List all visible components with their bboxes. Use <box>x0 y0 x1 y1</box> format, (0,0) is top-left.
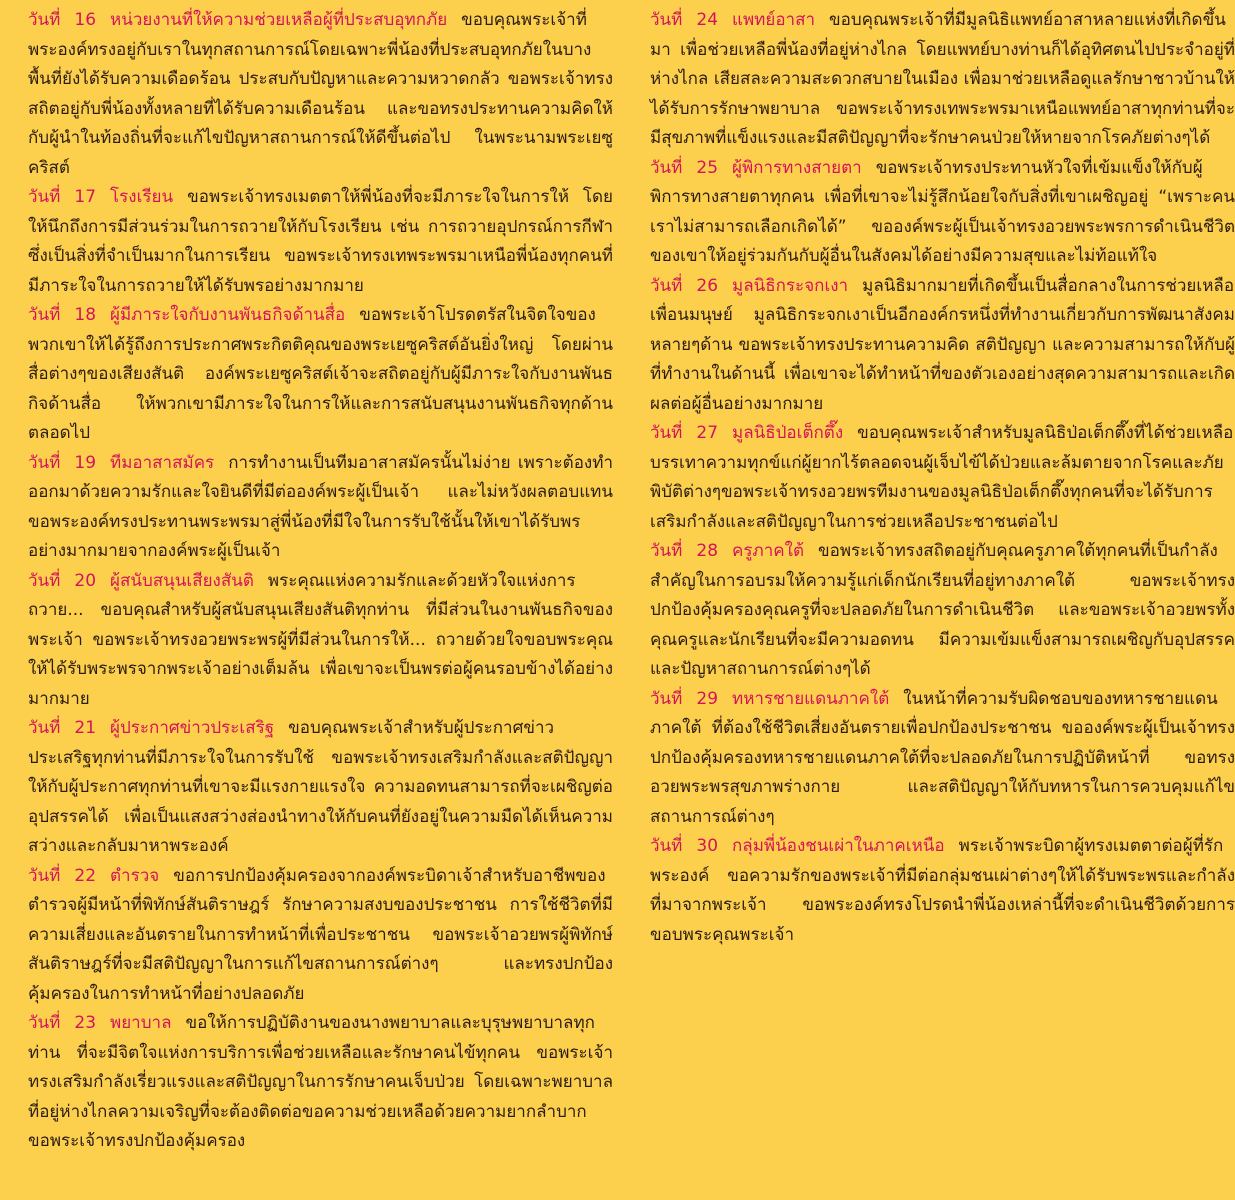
left-column <box>28 6 613 1157</box>
right-column <box>650 6 1235 950</box>
prayer-entry-day-16 <box>28 6 613 183</box>
day-label: วันที่ <box>650 423 683 443</box>
entry-heading <box>28 453 228 473</box>
day-number: 17 <box>74 187 97 207</box>
entry-heading <box>650 836 959 856</box>
entry-heading <box>650 158 876 178</box>
day-label: วันที่ <box>28 570 61 591</box>
entry-heading <box>28 305 359 325</box>
entry-heading <box>650 276 862 296</box>
entry-heading <box>28 1013 185 1033</box>
entry-text: ขอให้การปฏิบัติงานของนางพยาบาลและบุรุษพยาบาลทุกท่าน ที่จะมีจิตใจแห่งการบริการเพื่อช่วยเหลือและรักษาคนไข้ทุกคน ขอพระเจ้าทรงเสริมกำลังเรี่ยวแรงและสติปัญญาในการรักษาคนเจ็บป่วย โดยเฉพาะพยาบาลที่อยู่ห่างไกลความเจริญที่จะต้องติดต่อขอความช่วยเหลือด้วยความยากลำบาก ขอพระเจ้าทรงปกป้องคุ้มครอง <box>28 1013 613 1151</box>
prayer-entry-day-20 <box>28 567 613 715</box>
entry-topic: ทหารชายแดนภาคใต้ <box>732 688 890 709</box>
entry-heading <box>28 571 268 591</box>
entry-text: ขอพระเจ้าโปรดตรัสในจิตใจของพวกเขาให้ได้รู้ถึงการประกาศพระกิตติคุณของพระเยซูคริสต์อันยิ่งใหญ่ โดยผ่านสื่อต่างๆของเสียงสันติ องค์พระเยซูคริสต์เจ้าจะสถิตอยู่กับผู้มีภาระใจกับงานพันธกิจด้านสื่อ ให้พวกเขามีภาระใจในการให้และการสนับสนุนงานพันธกิจทุกด้านตลอดไป <box>28 305 613 443</box>
day-number: 29 <box>696 688 719 709</box>
entry-heading <box>650 423 857 443</box>
entry-text: ขอการปกป้องคุ้มครองจากองค์พระบิดาเจ้าสำหรับอาชีพของตำรวจผู้มีหน้าที่พิทักษ์สันติราษฎร์ รักษาความสงบของประชาชน การใช้ชีวิตที่มีความเสี่ยงและอันตรายในการทำหน้าที่เพื่อประชาชน ขอพระเจ้าอวยพรผู้พิทักษ์สันติราษฎร์ที่จะมีสติปัญญาในการแก้ไขสถานการณ์ต่างๆ และทรงปกป้องคุ้มครองในการทำหน้าที่อย่างปลอดภัย <box>28 865 613 1004</box>
prayer-entry-day-24 <box>650 6 1235 154</box>
entry-topic: กลุ่มพี่น้องชนเผ่าในภาคเหนือ <box>732 836 945 856</box>
entry-heading <box>28 187 187 207</box>
entry-topic: โรงเรียน <box>110 187 174 207</box>
day-number: 24 <box>696 10 719 30</box>
day-number: 30 <box>696 836 719 856</box>
day-label: วันที่ <box>28 10 61 30</box>
entry-topic: พยาบาล <box>110 1013 172 1033</box>
entry-heading <box>650 541 818 561</box>
day-number: 27 <box>696 423 719 443</box>
entry-heading <box>650 689 903 709</box>
day-number: 16 <box>74 10 97 30</box>
entry-topic: ผู้ประกาศข่าวประเสริฐ <box>110 718 275 738</box>
entry-heading <box>650 10 829 30</box>
entry-heading <box>28 718 288 738</box>
entry-heading <box>28 866 173 886</box>
entry-topic: หน่วยงานที่ให้ความช่วยเหลือผู้ที่ประสบอุทกภัย <box>110 10 448 30</box>
day-number: 22 <box>74 865 97 886</box>
prayer-entry-day-27 <box>650 419 1235 537</box>
day-number: 21 <box>74 718 97 738</box>
day-label: วันที่ <box>650 688 683 709</box>
prayer-entry-day-22 <box>28 862 613 1010</box>
entry-text: ขอบคุณพระเจ้าสำหรับมูลนิธิป่อเต็กตึ๊งที่ได้ช่วยเหลือบรรเทาความทุกข์แก่ผู้ยากไร้ตลอดจนผู้เจ็บไข้ได้ป่วยและล้มตายจากโรคและภัยพิบัติต่างๆขอพระเจ้าทรงอวยพรทีมงานของมูลนิธิป่อเต็กตึ๊งทุกคนที่จะได้รับการเสริมกำลังและสติปัญญาในการช่วยเหลือประชาชนต่อไป <box>650 423 1234 532</box>
day-label: วันที่ <box>28 452 61 473</box>
entry-text: ขอบคุณพระเจ้าที่พระองค์ทรงอยู่กับเราในทุกสถานการณ์โดยเฉพาะพี่น้องที่ประสบอุทกภัยในบางพื้นที่ยังได้รับความเดือดร้อน ประสบกับปัญหาและความหวาดกลัว ขอพระเจ้าทรงสถิตอยู่กับพี่น้องทั้งหลายที่ได้รับความเดือนร้อน และขอทรงประทานความคิดให้กับผู้นำในท้องถิ่นที่จะแก้ไขปัญหาสถานการณ์ให้ดีขึ้นต่อไป ในพระนามพระเยซูคริสต์ <box>28 10 613 178</box>
prayer-entry-day-25 <box>650 154 1235 272</box>
entry-topic: ผู้พิการทางสายตา <box>732 157 862 178</box>
entry-topic: ผู้สนับสนุนเสียงสันติ <box>110 570 254 591</box>
day-number: 23 <box>74 1013 97 1033</box>
day-label: วันที่ <box>28 865 61 886</box>
day-number: 18 <box>74 305 97 325</box>
prayer-entry-day-18 <box>28 301 613 449</box>
entry-text: ขอพระเจ้าทรงสถิตอยู่กับคุณครูภาคใต้ทุกคนที่เป็นกำลังสำคัญในการอบรมให้ความรู้แก่เด็กนักเรียนที่อยู่ทางภาคใต้ ขอพระเจ้าทรงปกป้องคุ้มครองคุณครูที่จะปลอดภัยในการดำเนินชีวิต และขอพระเจ้าอวยพรทั้งคุณครูและนักเรียนที่จะมีความอดทน มีความเข้มแข็งสามารถเผชิญกับอุปสรรคและปัญหาสถานการณ์ต่างๆได้ <box>650 541 1235 679</box>
prayer-entry-day-21 <box>28 714 613 862</box>
prayer-entry-day-23 <box>28 1009 613 1157</box>
prayer-entry-day-28 <box>650 537 1235 685</box>
entry-heading <box>28 10 461 30</box>
entry-text: ขอพระเจ้าทรงประทานหัวใจที่เข้มแข็งให้กับผู้พิการทางสายตาทุกคน เพื่อที่เขาจะไม่รู้สึกน้อยใจกับสิ่งที่เขาเผชิญอยู่ “เพราะคนเราไม่สามารถเลือกเกิดได้” ขอองค์พระผู้เป็นเจ้าทรงอวยพระพรการดำเนินชีวิตของเขาให้อยู่ร่วมกันกับผู้อื่นในสังคมได้อย่างมีความสุขและไม่ท้อแท้ใจ <box>650 157 1235 266</box>
entry-topic: มูลนิธิกระจกเงา <box>732 275 849 296</box>
day-label: วันที่ <box>650 10 683 30</box>
day-label: วันที่ <box>28 305 61 325</box>
entry-topic: มูลนิธิป่อเต็กตึ๊ง <box>732 423 844 443</box>
entry-text: พระเจ้าพระบิดาผู้ทรงเมตตาต่อผู้ที่รักพระองค์ ขอความรักของพระเจ้าที่มีต่อกลุ่มชนเผ่าต่างๆให้ได้รับพระพรและกำลังที่มาจากพระเจ้า ขอพระองค์ทรงโปรดนำพี่น้องเหล่านี้ที่จะดำเนินชีวิตด้วยการขอบพระคุณพระเจ้า <box>650 836 1235 945</box>
day-label: วันที่ <box>650 836 683 856</box>
entry-text: ในหน้าที่ความรับผิดชอบของทหารชายแดนภาคใต้ ที่ต้องใช้ชีวิตเสี่ยงอันตรายเพื่อปกป้องประชาชน ขอองค์พระผู้เป็นเจ้าทรงปกป้องคุ้มครองทหารชายแดนภาคใต้ที่จะปลอดภัยในการปฏิบัติหน้าที่ ขอทรงอวยพระพรสุขภาพร่างกาย และสติปัญญาให้กับทหารในการควบคุมแก้ไขสถานการณ์ต่างๆ <box>650 688 1235 827</box>
day-label: วันที่ <box>28 187 61 207</box>
entry-text: การทำงานเป็นทีมอาสาสมัครนั้นไม่ง่าย เพราะต้องทำออกมาด้วยความรักและใจยินดีที่มีต่อองค์พระผู้เป็นเจ้า และไม่หวังผลตอบแทน ขอพระองค์ทรงประทานพระพรมาสู่พี่น้องที่มีใจในการรับใช้นั้นให้เขาได้รับพรอย่างมากมายจากองค์พระผู้เป็นเจ้า <box>28 452 613 561</box>
day-label: วันที่ <box>28 1013 61 1033</box>
prayer-entry-day-17 <box>28 183 613 301</box>
entry-text: ขอพระเจ้าทรงเมตตาให้พี่น้องที่จะมีภาระใจในการให้ โดยให้นึกถึงการมีส่วนร่วมในการถวายให้กับโรงเรียน เช่น การถวายอุปกรณ์การกีฬา ซึ่งเป็นสิ่งที่จำเป็นมากในการเรียน ขอพระเจ้าทรงเทพระพรมาเหนือพี่น้องทุกคนที่มีภาระใจในการถวายให้ได้รับพรอย่างมากมาย <box>28 187 613 296</box>
prayer-entry-day-29 <box>650 685 1235 833</box>
day-number: 28 <box>696 541 719 561</box>
day-number: 20 <box>74 570 97 591</box>
entry-text: พระคุณแห่งความรักและด้วยหัวใจแห่งการถวาย... ขอบคุณสำหรับผู้สนับสนุนเสียงสันติทุกท่าน ที่มีส่วนในงานพันธกิจของพระเจ้า ขอพระเจ้าทรงอวยพระพรผู้ที่มีส่วนในการให้... ถวายด้วยใจขอบพระคุณ ให้ได้รับพระพรจากพระเจ้าอย่างเต็มล้น เพื่อเขาจะเป็นพรต่อผู้คนรอบข้างได้อย่างมากมาย <box>28 570 613 709</box>
prayer-entry-day-26 <box>650 272 1235 420</box>
day-label: วันที่ <box>28 718 61 738</box>
day-label: วันที่ <box>650 157 683 178</box>
day-number: 25 <box>696 157 719 178</box>
day-number: 19 <box>74 452 97 473</box>
prayer-entry-day-30 <box>650 832 1235 950</box>
prayer-entry-day-19 <box>28 449 613 567</box>
entry-text: ขอบคุณพระเจ้าสำหรับผู้ประกาศข่าวประเสริฐทุกท่านที่มีภาระใจในการรับใช้ ขอพระเจ้าทรงเสริมกำลังและสติปัญญาให้กับผู้ประกาศทุกท่านที่เขาจะมีแรงกายแรงใจ ความอดทนสามารถที่จะเผชิญต่ออุปสรรคได้ เพื่อเป็นแสงสว่างส่องนำทางให้กับคนที่ยังอยู่ในความมืดได้เห็นความสว่างและกลับมาหาพระองค์ <box>28 718 613 856</box>
entry-topic: ครูภาคใต้ <box>732 541 804 561</box>
day-label: วันที่ <box>650 275 683 296</box>
entry-topic: แพทย์อาสา <box>732 10 816 30</box>
entry-topic: ผู้มีภาระใจกับงานพันธกิจด้านสื่อ <box>110 305 346 325</box>
entry-topic: ตำรวจ <box>110 865 160 886</box>
entry-text: ขอบคุณพระเจ้าที่มีมูลนิธิแพทย์อาสาหลายแห่งที่เกิดขึ้นมา เพื่อช่วยเหลือพี่น้องที่อยู่ห่างไกล โดยแพทย์บางท่านก็ได้อุทิศตนไปประจำอยู่ที่ห่างไกล เสียสละความสะดวกสบายในเมือง เพื่อมาช่วยเหลือดูแลรักษาชาวบ้านให้ได้รับการรักษาพยาบาล ขอพระเจ้าทรงเทพระพรมาเหนือแพทย์อาสาทุกท่านที่จะมีสุขภาพที่แข็งแรงและมีสติปัญญาที่จะรักษาคนป่วยให้หายจากโรคภัยต่างๆได้ <box>650 10 1235 148</box>
entry-text: มูลนิธิมากมายที่เกิดขึ้นเป็นสื่อกลางในการช่วยเหลือเพื่อนมนุษย์ มูลนิธิกระจกเงาเป็นอีกองค์กรหนึ่งที่ทำงานเกี่ยวกับการพัฒนาสังคมหลายๆด้าน ขอพระเจ้าทรงประทานความคิด สติปัญญา และความสามารถให้กับผู้ที่ทำงานในด้านนี้ เพื่อเขาจะได้ทำหน้าที่ของตัวเองอย่างสุดความสามารถและเกิดผลต่อผู้อื่นอย่างมากมาย <box>650 275 1235 414</box>
day-number: 26 <box>696 275 719 296</box>
day-label: วันที่ <box>650 541 683 561</box>
entry-topic: ทีมอาสาสมัคร <box>110 452 215 473</box>
